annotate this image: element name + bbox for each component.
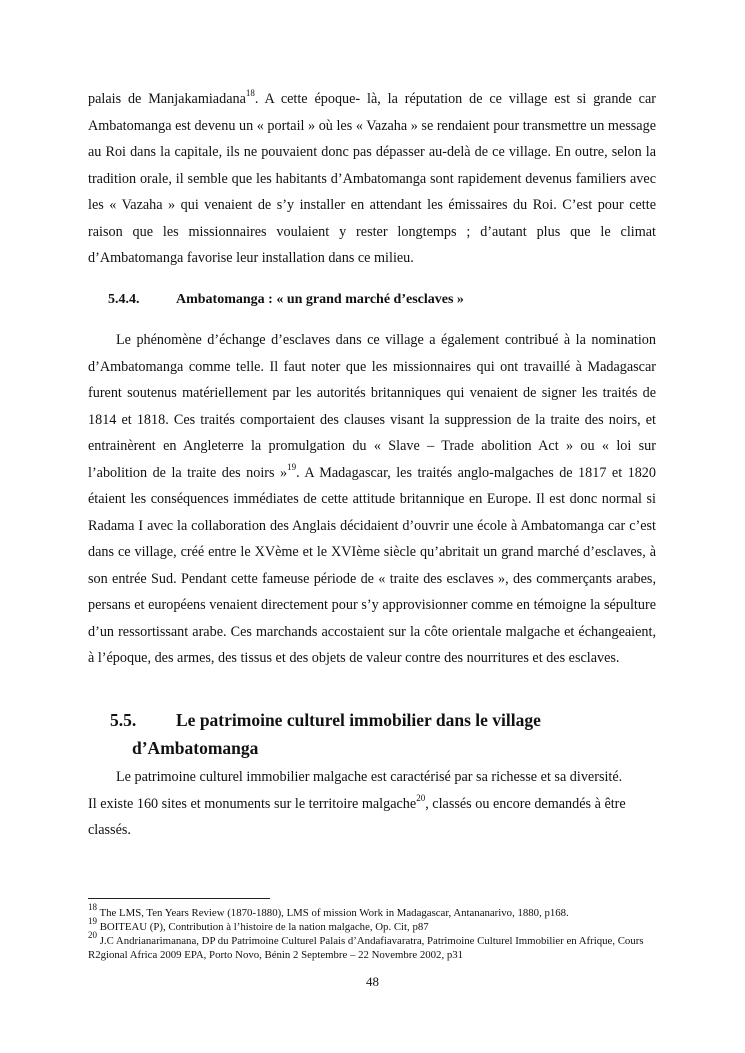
paragraph-text: . A cette époque- là, la réputation de ce village est si grande car Ambatomanga est devenu un « portail » où les « Vazaha » se rendaient pour transmettre un message au Roi dans la capitale, ils ne pouvaient donc pas dépasser au-delà de ce village. En outre, selon la tradition orale, il semble que les habitants d’Ambatomanga sont rapidement devenus familiers avec les « Vazaha » qui venaient de s’y installer en attendant les émissaires du Roi. C’est pour cette raison que les missionnaires voulaient y rester longtemps ; d’autant plus que le climat d’Ambatomanga favorise leur installation dans ce milieu. bbox=[88, 91, 656, 266]
paragraph-text: Le patrimoine culturel immobilier malgache est caractérisé par sa richesse et sa diversité. bbox=[116, 769, 623, 785]
paragraph-heritage bbox=[88, 764, 656, 844]
section-heading-5-5 bbox=[110, 706, 541, 762]
footnote-ref-18[interactable]: 18 bbox=[245, 88, 255, 99]
section-number: 5.4.4. bbox=[108, 292, 140, 307]
footnote-separator bbox=[88, 898, 270, 899]
footnote-text: J.C Andrianarimanana, DP du Patrimoine Culturel Palais d’Andafiavaratra, Patrimoine Culturel Immobilier en Afrique, Cours R2gional Africa 2009 EPA, Porto Novo, Bénin 2 Septembre – 22 Novembre 2002, p31 bbox=[88, 935, 644, 961]
section-title: Ambatomanga : « un grand marché d’esclaves » bbox=[176, 292, 464, 307]
footnote-19 bbox=[88, 916, 658, 934]
footnote-number: 19 bbox=[88, 916, 97, 927]
footnote-ref-19[interactable]: 19 bbox=[287, 461, 297, 472]
paragraph-text: . A Madagascar, les traités anglo-malgaches de 1817 et 1820 étaient les conséquences immédiates de cette attitude britannique en Europe. Il est donc normal si Radama I avec la collaboration des Anglais décidaient d’ouvrir une école à Ambatomanga car c’est dans ce village, créé entre le XVème et le XVIème siècle qu’abritait un grand marché d’esclaves, à son entrée Sud. Pendant cette fameuse période de « traite des esclaves », des commerçants arabes, persans et européens venaient directement pour s’y approvisionner comme en témoigne la sépulture d’un ressortissant arabe. Ces marchands accostaient sur la côte orientale malgache et échangeaient, à l’époque, des armes, des tissus et des objets de valeur contre des nourritures et des esclaves. bbox=[88, 464, 656, 666]
section-title-line1: Le patrimoine culturel immobilier dans le village bbox=[176, 710, 541, 730]
footnote-ref-20[interactable]: 20 bbox=[416, 792, 426, 803]
footnote-number: 20 bbox=[88, 930, 97, 941]
paragraph-text: palais de Manjakamiadana bbox=[88, 91, 246, 107]
paragraph-text: , classés ou encore demandés à être classés. bbox=[88, 795, 626, 838]
section-number: 5.5. bbox=[110, 710, 137, 730]
paragraph-text: Il existe 160 sites et monuments sur le territoire malgache bbox=[88, 795, 417, 812]
section-title-line2: d’Ambatomanga bbox=[132, 738, 259, 758]
paragraph-slave-market bbox=[88, 327, 656, 672]
footnote-text: BOITEAU (P), Contribution à l’histoire de la nation malgache, Op. Cit, p87 bbox=[99, 921, 429, 933]
footnote-text: The LMS, Ten Years Review (1870-1880), LMS of mission Work in Madagascar, Antananarivo, 1880, p168. bbox=[99, 907, 569, 919]
footnote-number: 18 bbox=[88, 902, 97, 913]
footnote-18 bbox=[88, 902, 658, 920]
paragraph-vazaha-portal bbox=[88, 86, 656, 272]
section-heading-5-4-4 bbox=[108, 292, 464, 308]
footnote-20 bbox=[88, 930, 658, 962]
paragraph-text: Le phénomène d’échange d’esclaves dans ce village a également contribué à la nomination d’Ambatomanga comme telle. Il faut noter que les missionnaires qui ont travaillé à Madagascar furent soutenus matériellement par les autorités britanniques qui venaient de signer les traités de 1814 et 1818. Ces traités comportaient des clauses visant la suppression de la traite des noirs, et entrainèrent en Angleterre la promulgation du « Slave – Trade abolition Act » ou « loi sur l’abolition de la traite des noirs » bbox=[88, 332, 656, 481]
page-number: 48 bbox=[366, 974, 379, 989]
